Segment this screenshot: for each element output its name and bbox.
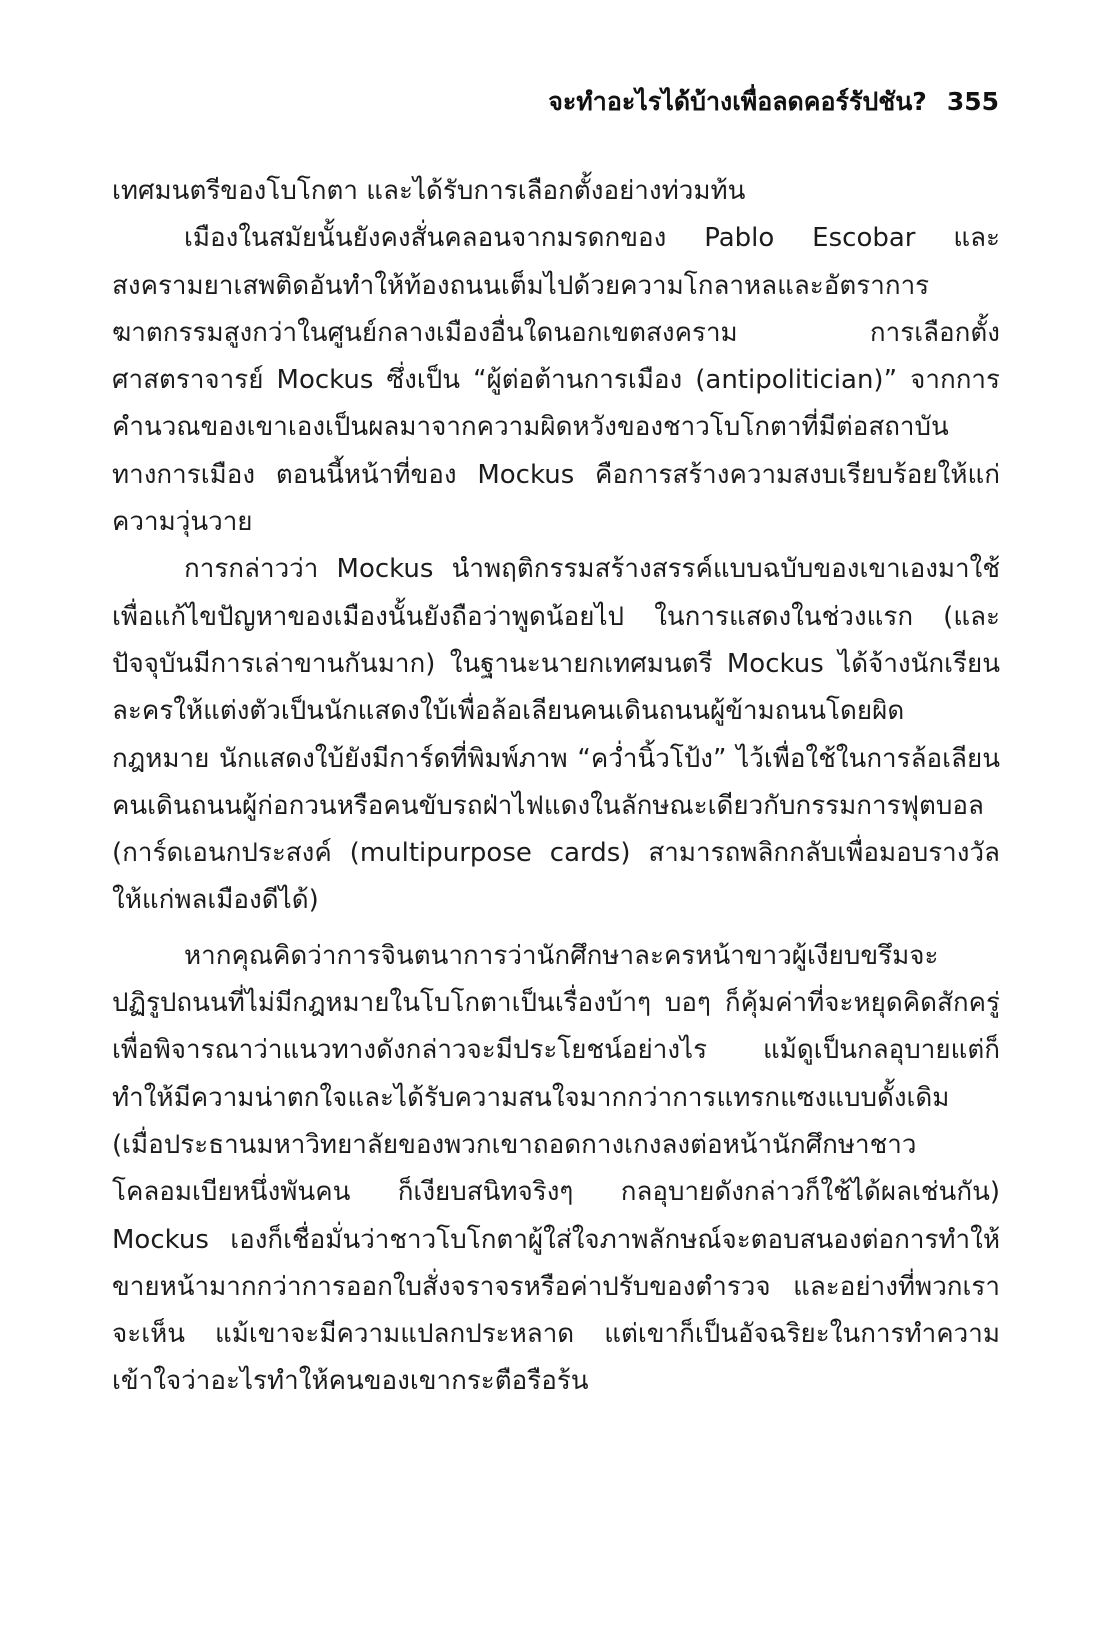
chapter-title: จะทำอะไรได้บ้างเพื่อลดคอร์รัปชัน?: [548, 87, 927, 116]
page-number: 355: [946, 87, 999, 116]
running-header: [548, 82, 999, 122]
paragraph: เมืองในสมัยนั้นยังคงสั่นคลอนจากมรดกของ Pablo Escobar และสงครามยาเสพติดอันทำให้ท้องถนนเต็มไปด้วยความโกลาหลและอัตราการฆาตกรรมสูงกว่าในศูนย์กลางเมืองอื่นใดนอกเขตสงคราม การเลือกตั้งศาสตราจารย์ Mockus ซึ่งเป็น “ผู้ต่อต้านการเมือง (antipolitician)” จากการคำนวณของเขาเองเป็นผลมาจากความผิดหวังของชาวโบโกตาที่มีต่อสถาบันทางการเมือง ตอนนี้หน้าที่ของ Mockus คือการสร้างความสงบเรียบร้อยให้แก่ความวุ่นวาย: [112, 223, 1000, 538]
body-text: [112, 168, 1000, 1406]
paragraph: หากคุณคิดว่าการจินตนาการว่านักศึกษาละครหน้าขาวผู้เงียบขรึมจะปฏิรูปถนนที่ไม่มีกฎหมายในโบโกตาเป็นเรื่องบ้าๆ บอๆ ก็คุ้มค่าที่จะหยุดคิดสักครู่เพื่อพิจารณาว่าแนวทางดังกล่าวจะมีประโยชน์อย่างไร แม้ดูเป็นกลอุบายแต่ก็ทำให้มีความน่าตกใจและได้รับความสนใจมากกว่าการแทรกแซงแบบดั้งเดิม (เมื่อประธานมหาวิทยาลัยของพวกเขาถอดกางเกงลงต่อหน้านักศึกษาชาวโคลอมเบียหนึ่งพันคน ก็เงียบสนิทจริงๆ กลอุบายดังกล่าวก็ใช้ได้ผลเช่นกัน) Mockus เองก็เชื่อมั่นว่าชาวโบโกตาผู้ใส่ใจภาพลักษณ์จะตอบสนองต่อการทำให้ขายหน้ามากกว่าการออกใบสั่งจราจรหรือค่าปรับของตำรวจ และอย่างที่พวกเราจะเห็น แม้เขาจะมีความแปลกประหลาด แต่เขาก็เป็นอัจฉริยะในการทำความเข้าใจว่าอะไรทำให้คนของเขากระตือรือร้น: [112, 940, 1000, 1397]
paragraph-continuation: เทศมนตรีของโบโกตา และได้รับการเลือกตั้งอย่างท่วมท้น: [112, 176, 746, 206]
paragraph: การกล่าวว่า Mockus นำพฤติกรรมสร้างสรรค์แบบฉบับของเขาเองมาใช้เพื่อแก้ไขปัญหาของเมืองนั้นยังถือว่าพูดน้อยไป ในการแสดงในช่วงแรก (และปัจจุบันมีการเล่าขานกันมาก) ในฐานะนายกเทศมนตรี Mockus ได้จ้างนักเรียนละครให้แต่งตัวเป็นนักแสดงใบ้เพื่อล้อเลียนคนเดินถนนผู้ข้ามถนนโดยผิดกฎหมาย นักแสดงใบ้ยังมีการ์ดที่พิมพ์ภาพ “คว่ำนิ้วโป้ง” ไว้เพื่อใช้ในการล้อเลียนคนเดินถนนผู้ก่อกวนหรือคนขับรถฝ่าไฟแดงในลักษณะเดียวกับกรรมการฟุตบอล (การ์ดเอนกประสงค์ (multipurpose cards) สามารถพลิกกลับเพื่อมอบรางวัลให้แก่พลเมืองดีได้): [112, 554, 1000, 916]
